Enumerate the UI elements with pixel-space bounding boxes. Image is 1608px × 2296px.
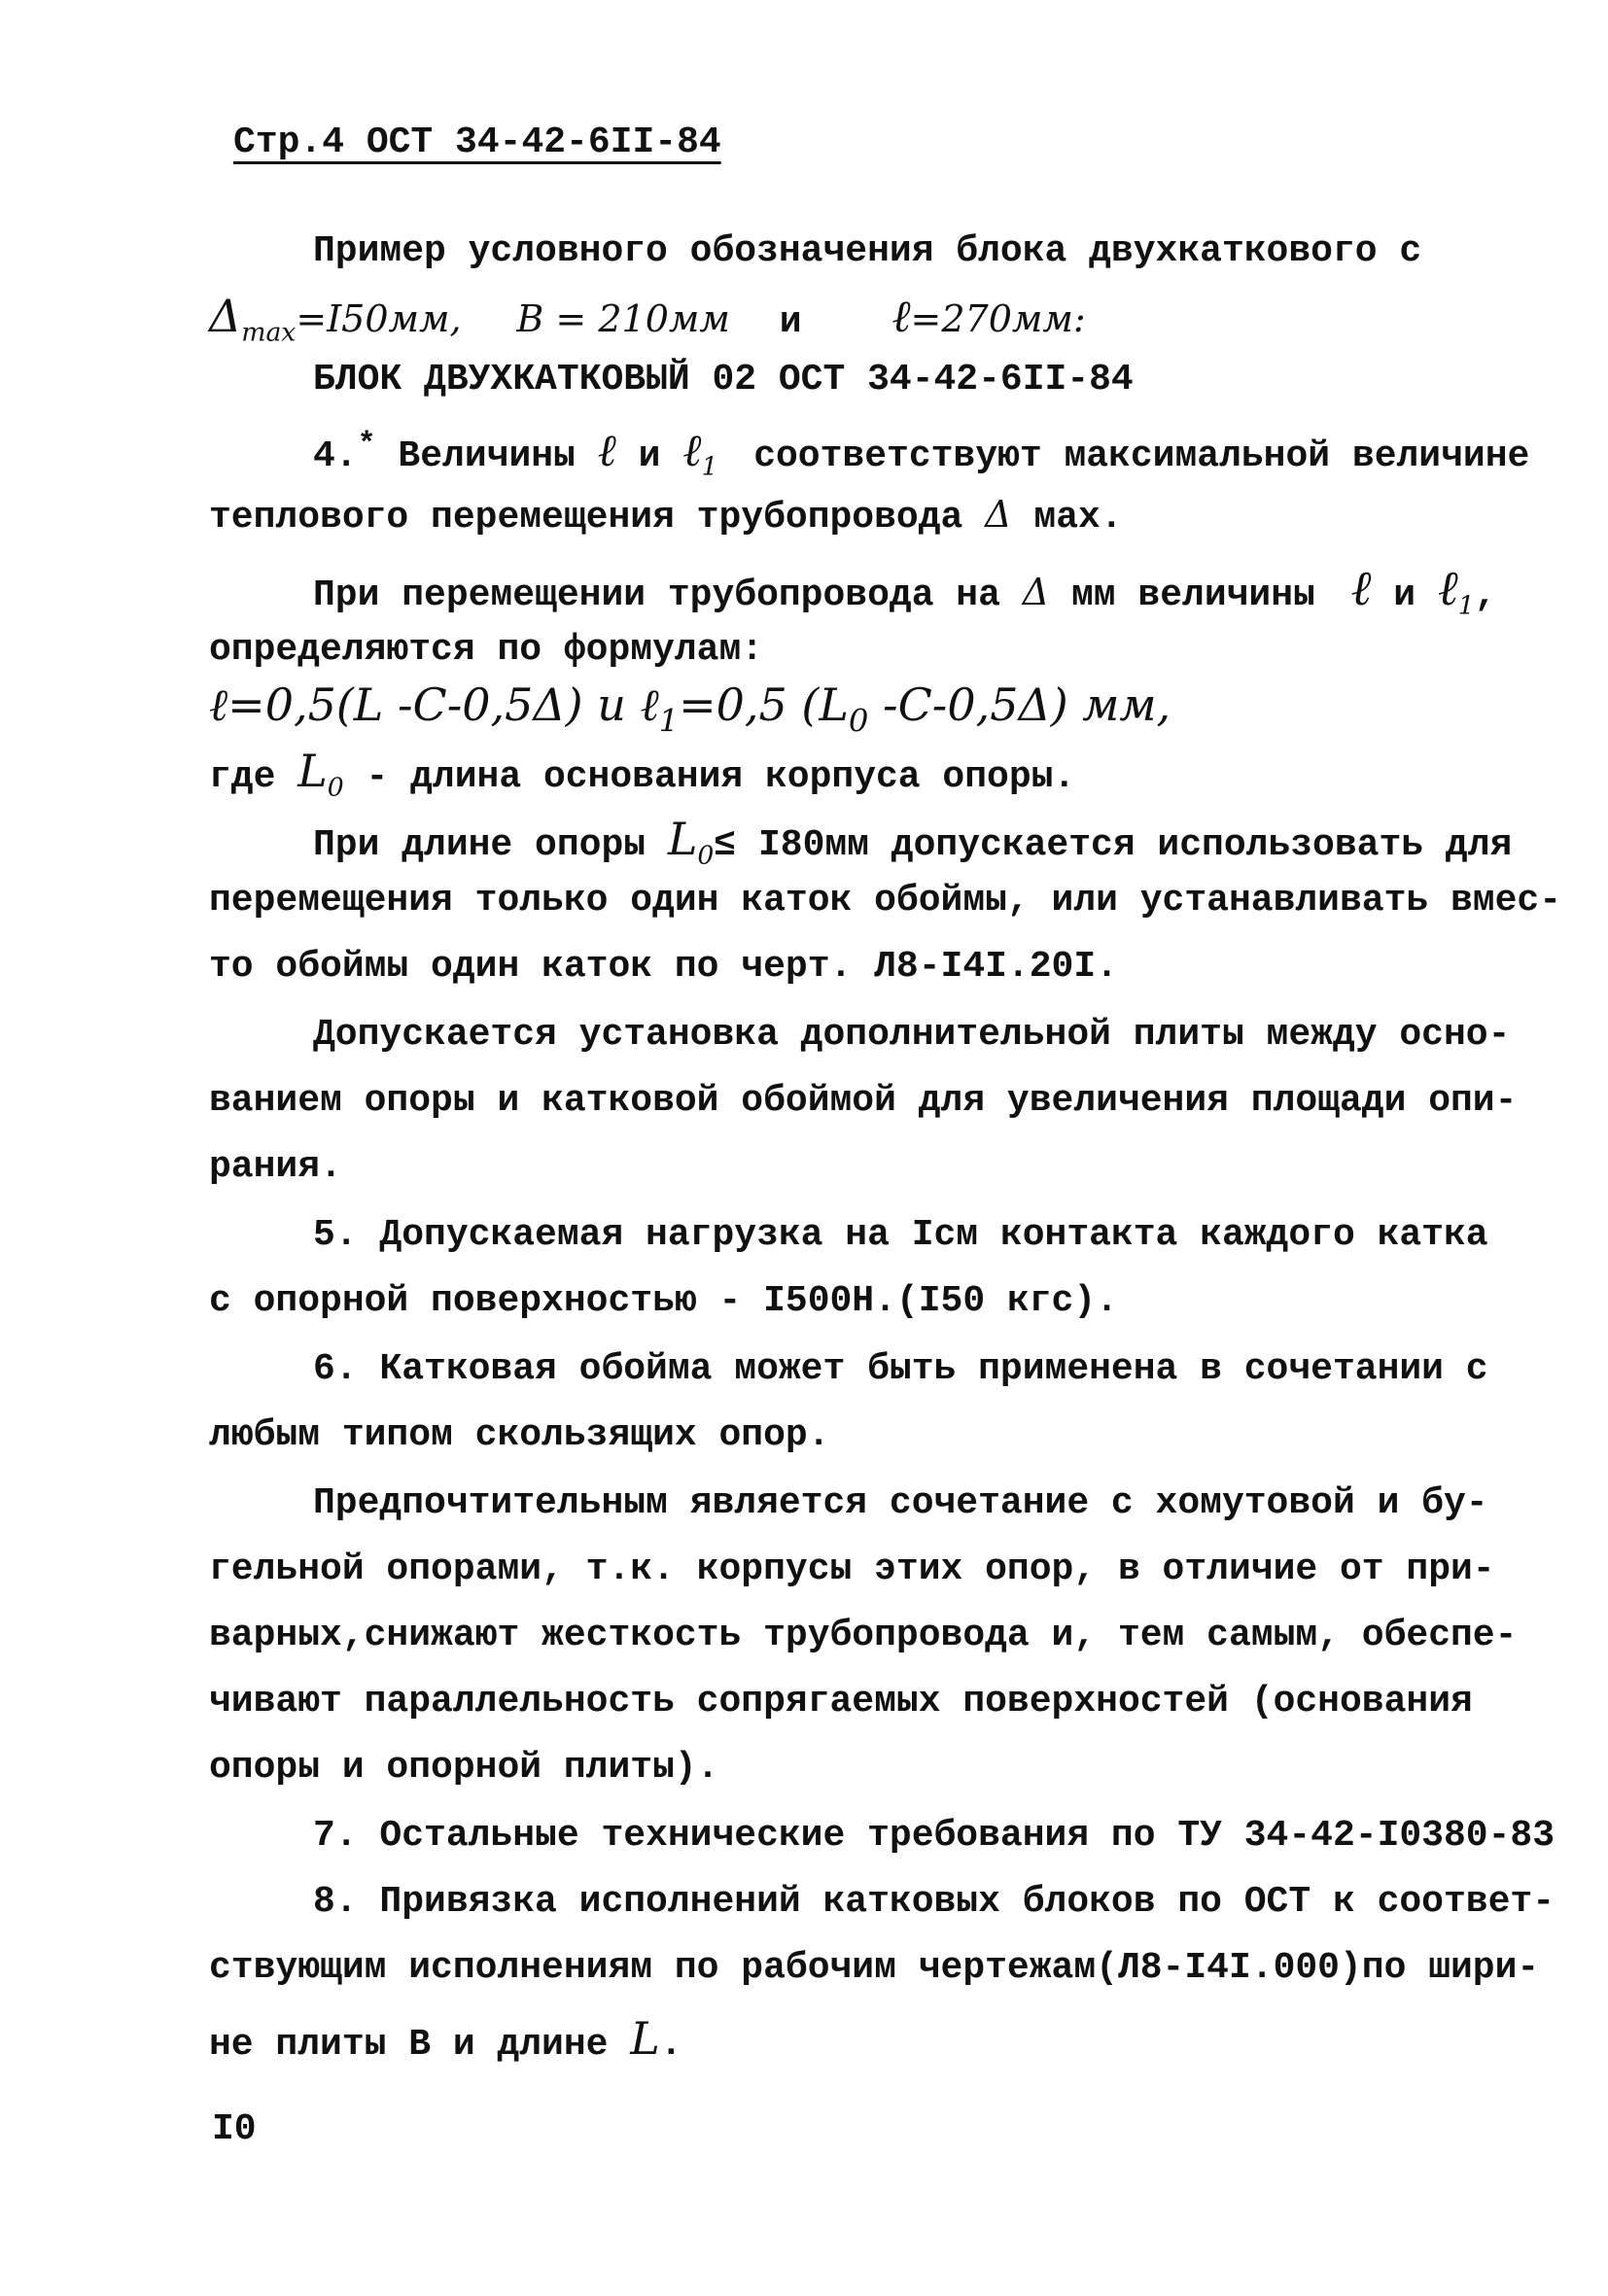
formula-part-3: -C-0,5Δ) мм, — [883, 678, 1171, 731]
formula-part-1: ℓ=0,5(L -C-0,5Δ) и ℓ — [209, 678, 659, 731]
p4b-text-2: мм величины — [1071, 574, 1315, 616]
p4c-text-1: При длине опоры — [313, 824, 647, 866]
l-symbol: ℓ — [1350, 560, 1372, 616]
length-value: =270мм: — [910, 297, 1086, 340]
p4b-line-2: определяются по формулам: — [209, 629, 764, 671]
le-symbol: ≤ — [714, 824, 737, 866]
period: . — [659, 2024, 682, 2066]
l1-symbol: ℓ — [682, 424, 702, 476]
max-subscript: max — [241, 317, 297, 348]
delta-symbol: Δ — [209, 290, 242, 342]
footnote-star: * — [357, 427, 376, 463]
p7-line: 7. Остальные технические требования по ТУ 34-42-I0380-83 — [313, 1815, 1556, 1857]
and-word: и — [1393, 574, 1416, 616]
p6b-line-2: гельной опорами, т.к. корпусы этих опор, в отличие от при- — [209, 1548, 1495, 1590]
p4-text-3: теплового перемещения трубопровода — [209, 497, 963, 539]
comma: , — [1474, 574, 1497, 616]
where-word: где — [209, 756, 276, 798]
example-designation: БЛОК ДВУХКАТКОВЫЙ 02 ОСТ 34-42-6II-84 — [313, 359, 1134, 400]
example-line-2 — [209, 290, 1086, 348]
p8-text: не плиты В и длине — [209, 2024, 609, 2066]
delta-value: =I50мм, — [296, 297, 462, 340]
formula-subscript-0: 0 — [848, 702, 869, 740]
and-word: и — [638, 435, 661, 477]
p5-line-2: с опорной поверхностью - I500Н.(I50 кгс). — [209, 1280, 1118, 1322]
l1-subscript: 1 — [1457, 590, 1475, 621]
p4-line-2 — [209, 493, 1123, 539]
p4d-line-2: ванием опоры и катковой обоймой для увеличения площади опи- — [209, 1080, 1518, 1122]
p8-line-1: 8. Привязка исполнений катковых блоков по ОСТ к соответ- — [313, 1881, 1556, 1923]
p8-line-2: ствующим исполнениям по рабочим чертежам(Л8-I4I.000)по шири- — [209, 1947, 1540, 1989]
p4-text-1: Величины — [398, 435, 576, 477]
formula — [209, 678, 1171, 740]
p4c-line-3: то обоймы один каток по черт. Л8-I4I.20I. — [209, 946, 1118, 988]
l1-subscript: 1 — [701, 451, 718, 482]
p4b-text-1: При перемещении трубопровода на — [313, 574, 1000, 616]
where-text: - длина основания корпуса опоры. — [366, 756, 1076, 798]
p6-line-1: 6. Катковая обойма может быть применена в сочетании с — [313, 1348, 1488, 1390]
delta-symbol: Δ — [985, 493, 1012, 536]
width-value: B = 210мм — [516, 297, 730, 340]
delta-symbol: Δ — [1022, 571, 1050, 613]
p5-line-1: 5. Допускаемая нагрузка на Iсм контакта каждого катка — [313, 1214, 1488, 1256]
p4-text-2: соответствуют максимальной величине — [753, 435, 1530, 477]
p4-text-4: мах. — [1033, 497, 1123, 539]
p4b-line-1 — [313, 560, 1497, 621]
page-number: I0 — [212, 2108, 257, 2150]
page-header: Стр.4 ОСТ 34-42-6II-84 — [233, 122, 721, 163]
L0-subscript: 0 — [327, 772, 344, 803]
formula-part-2: =0,5 (L — [679, 678, 849, 731]
p4c-line-2: перемещения только один каток обоймы, или устанавливать вмес- — [209, 880, 1562, 922]
p6b-line-5: опоры и опорной плиты). — [209, 1747, 719, 1789]
p8-line-3 — [209, 2012, 682, 2066]
and-word: и — [779, 301, 802, 343]
p4b-where-line — [209, 745, 1076, 803]
p4-line-1 — [313, 424, 1530, 482]
p6-line-2: любым типом скользящих опор. — [209, 1414, 830, 1456]
l-symbol: ℓ — [597, 424, 616, 476]
L-symbol: L — [630, 2012, 660, 2065]
formula-subscript-1: 1 — [658, 702, 680, 740]
p4-number: 4. — [313, 435, 358, 477]
L0-symbol: L — [297, 745, 328, 797]
p4d-line-3: рания. — [209, 1146, 342, 1188]
p4c-line-1 — [313, 813, 1513, 871]
l1-symbol: ℓ — [1437, 560, 1458, 616]
L0-symbol: L — [667, 813, 698, 865]
length-symbol: ℓ — [891, 290, 911, 342]
p4d-line-1: Допускается установка дополнительной плиты между осно- — [313, 1014, 1511, 1056]
p6b-line-4: чивают параллельность сопрягаемых поверхностей (основания — [209, 1681, 1473, 1722]
L0-subscript: 0 — [697, 840, 715, 871]
p6b-line-1: Предпочтительным является сочетание с хомутовой и бу- — [313, 1482, 1488, 1524]
example-line-1: Пример условного обозначения блока двухкаткового с — [313, 230, 1422, 272]
p6b-line-3: варных,снижают жесткость трубопровода и, тем самым, обеспе- — [209, 1615, 1518, 1656]
p4c-text-2: I80мм допускается использовать для — [757, 824, 1513, 866]
